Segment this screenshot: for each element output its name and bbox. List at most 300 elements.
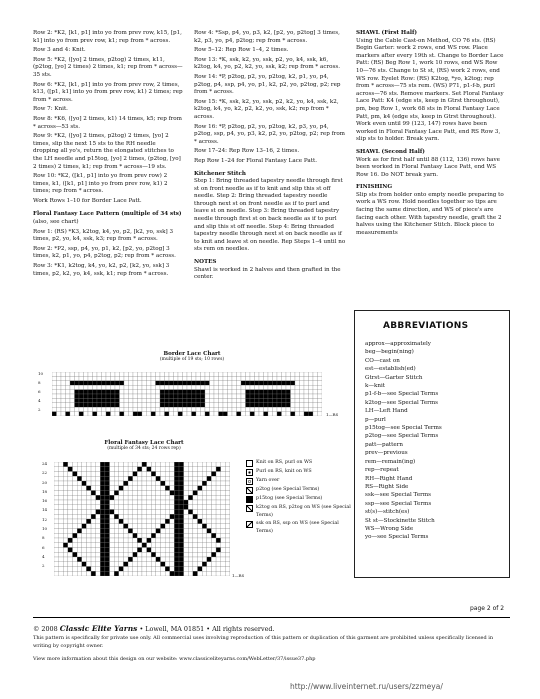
floral-lace-chart bbox=[44, 440, 244, 451]
chart-cell bbox=[160, 381, 165, 385]
chart-cell bbox=[147, 567, 152, 572]
chart-cell bbox=[54, 472, 59, 477]
chart-cell bbox=[246, 381, 251, 385]
chart-cell bbox=[160, 514, 165, 519]
chart-cell bbox=[138, 407, 143, 411]
chart-cell bbox=[123, 472, 128, 477]
chart-cell bbox=[91, 543, 96, 548]
chart-cell bbox=[179, 505, 184, 510]
chart-cell bbox=[184, 481, 189, 486]
chart-cell bbox=[225, 543, 230, 548]
abbreviation-item: rep—repeat bbox=[365, 467, 399, 474]
chart-cell bbox=[277, 390, 282, 394]
chart-cell bbox=[160, 505, 165, 510]
chart-cell bbox=[201, 398, 206, 402]
chart-cell bbox=[216, 462, 221, 467]
chart-cell bbox=[232, 376, 237, 380]
chart-cell bbox=[156, 403, 161, 407]
chart-cell bbox=[268, 407, 273, 411]
chart-cell bbox=[123, 514, 128, 519]
chart-cell bbox=[205, 381, 210, 385]
chart-cell bbox=[77, 500, 82, 505]
chart-cell bbox=[219, 412, 224, 416]
chart-cell bbox=[225, 538, 230, 543]
chart-cell bbox=[198, 495, 203, 500]
chart-cell bbox=[216, 514, 221, 519]
chart-cell bbox=[96, 467, 101, 472]
chart-cell bbox=[142, 567, 147, 572]
chart-cell bbox=[179, 495, 184, 500]
chart-cell bbox=[59, 552, 64, 557]
chart-cell bbox=[202, 543, 207, 548]
chart-cell bbox=[68, 567, 73, 572]
chart-cell bbox=[68, 552, 73, 557]
chart-cell bbox=[151, 505, 156, 510]
chart-cell bbox=[211, 481, 216, 486]
chart-cell bbox=[193, 514, 198, 519]
chart-cell bbox=[114, 548, 119, 553]
chart-cell bbox=[151, 467, 156, 472]
chart-cell bbox=[170, 538, 175, 543]
chart-cell bbox=[198, 472, 203, 477]
chart-cell bbox=[160, 562, 165, 567]
chart-cell bbox=[54, 529, 59, 534]
chart-cell bbox=[110, 486, 115, 491]
chart-cell bbox=[115, 381, 120, 385]
chart-cell bbox=[198, 510, 203, 515]
chart-cell bbox=[179, 562, 184, 567]
chart-cell bbox=[63, 529, 68, 534]
chart-cell bbox=[137, 529, 142, 534]
chart-cell bbox=[156, 548, 161, 553]
chart-cell bbox=[138, 390, 143, 394]
chart-cell bbox=[93, 403, 98, 407]
chart-cell bbox=[273, 385, 278, 389]
chart-cell bbox=[82, 543, 87, 548]
chart-cell bbox=[184, 571, 189, 576]
more-info: View more information about this design on our website: www.classiceliteyarns.com/WebLetter/37/issue37.php bbox=[33, 656, 316, 662]
chart-cell bbox=[59, 467, 64, 472]
chart-cell bbox=[264, 372, 269, 376]
chart-cell bbox=[73, 552, 78, 557]
chart-cell bbox=[119, 481, 124, 486]
chart-cell bbox=[123, 533, 128, 538]
chart-cell bbox=[137, 571, 142, 576]
knit-symbol-icon bbox=[246, 460, 253, 467]
chart-cell bbox=[102, 372, 107, 376]
chart-cell bbox=[59, 495, 64, 500]
border-chart-grid bbox=[52, 372, 322, 416]
chart-cell bbox=[128, 481, 133, 486]
chart-cell bbox=[216, 495, 221, 500]
chart-cell bbox=[142, 486, 147, 491]
chart-cell bbox=[123, 505, 128, 510]
chart-cell bbox=[198, 486, 203, 491]
chart-cell bbox=[129, 412, 134, 416]
chart-cell bbox=[187, 385, 192, 389]
chart-cell bbox=[241, 390, 246, 394]
chart-cell bbox=[115, 372, 120, 376]
chart-cell bbox=[147, 372, 152, 376]
chart-cell bbox=[96, 538, 101, 543]
chart-cell bbox=[183, 385, 188, 389]
chart-cell bbox=[133, 390, 138, 394]
chart-cell bbox=[63, 514, 68, 519]
chart-cell bbox=[165, 514, 170, 519]
chart-cell bbox=[86, 548, 91, 553]
chart-cell bbox=[59, 571, 64, 576]
copyright-line bbox=[33, 625, 510, 634]
chart-cell bbox=[66, 376, 71, 380]
chart-cell bbox=[119, 567, 124, 572]
chart-cell bbox=[216, 486, 221, 491]
chart-cell bbox=[174, 472, 179, 477]
chart-cell bbox=[165, 407, 170, 411]
chart-cell bbox=[110, 533, 115, 538]
notes-text: Shawl is worked in 2 halves and then grafted in the center. bbox=[194, 266, 341, 281]
chart-cell bbox=[156, 571, 161, 576]
chart-cell bbox=[82, 529, 87, 534]
chart-cell bbox=[96, 491, 101, 496]
chart-cell bbox=[160, 495, 165, 500]
chart-cell bbox=[68, 524, 73, 529]
chart-cell bbox=[291, 390, 296, 394]
chart-cell bbox=[246, 390, 251, 394]
chart-cell bbox=[178, 398, 183, 402]
chart-cell bbox=[255, 390, 260, 394]
chart-cell bbox=[114, 571, 119, 576]
chart-cell bbox=[225, 514, 230, 519]
chart-cell bbox=[221, 533, 226, 538]
chart-cell bbox=[77, 495, 82, 500]
chart-cell bbox=[82, 562, 87, 567]
chart-cell bbox=[137, 476, 142, 481]
chart-cell bbox=[210, 385, 215, 389]
chart-cell bbox=[133, 567, 138, 572]
chart-cell bbox=[105, 491, 110, 496]
chart-cell bbox=[70, 381, 75, 385]
chart-cell bbox=[77, 548, 82, 553]
chart-cell bbox=[100, 467, 105, 472]
chart-cell bbox=[221, 557, 226, 562]
chart-cell bbox=[129, 403, 134, 407]
chart-cell bbox=[174, 407, 179, 411]
chart-cell bbox=[84, 376, 89, 380]
chart-cell bbox=[201, 403, 206, 407]
chart-cell bbox=[93, 394, 98, 398]
chart-cell bbox=[106, 381, 111, 385]
chart-cell bbox=[216, 472, 221, 477]
chart-cell bbox=[216, 552, 221, 557]
chart-cell bbox=[106, 376, 111, 380]
brand-logo: Classic Elite Yarns bbox=[59, 624, 138, 633]
chart-cell bbox=[188, 495, 193, 500]
chart-cell bbox=[286, 385, 291, 389]
chart-cell bbox=[277, 394, 282, 398]
chart-cell bbox=[105, 557, 110, 562]
chart-cell bbox=[211, 495, 216, 500]
chart-cell bbox=[123, 476, 128, 481]
chart-cell bbox=[156, 552, 161, 557]
chart-cell bbox=[66, 390, 71, 394]
chart-cell bbox=[84, 412, 89, 416]
chart-cell bbox=[300, 376, 305, 380]
chart-cell bbox=[196, 381, 201, 385]
chart-cell bbox=[193, 529, 198, 534]
chart-cell bbox=[169, 381, 174, 385]
chart-cell bbox=[165, 529, 170, 534]
floral-pattern-heading: Floral Fantasy Lace Pattern (multiple of 34 sts) bbox=[33, 211, 182, 218]
chart-cell bbox=[147, 533, 152, 538]
chart-cell bbox=[119, 519, 124, 524]
chart-cell bbox=[165, 385, 170, 389]
legend-item bbox=[246, 459, 351, 467]
chart-cell bbox=[211, 462, 216, 467]
chart-cell bbox=[216, 538, 221, 543]
chart-cell bbox=[309, 398, 314, 402]
chart-cell bbox=[68, 562, 73, 567]
chart-cell bbox=[188, 562, 193, 567]
chart-cell bbox=[246, 407, 251, 411]
chart-cell bbox=[183, 372, 188, 376]
chart-cell bbox=[201, 385, 206, 389]
chart-cell bbox=[156, 372, 161, 376]
chart-cell bbox=[210, 372, 215, 376]
chart-cell bbox=[198, 491, 203, 496]
chart-cell bbox=[264, 385, 269, 389]
chart-cell bbox=[63, 524, 68, 529]
row-number: 18 bbox=[42, 488, 48, 494]
chart-cell bbox=[100, 476, 105, 481]
chart-cell bbox=[63, 486, 68, 491]
chart-cell bbox=[165, 533, 170, 538]
chart-cell bbox=[246, 412, 251, 416]
chart-cell bbox=[259, 398, 264, 402]
chart-cell bbox=[59, 524, 64, 529]
kitchener-heading: Kitchener Stitch bbox=[194, 170, 246, 177]
chart-cell bbox=[221, 514, 226, 519]
chart-cell bbox=[147, 571, 152, 576]
chart-cell bbox=[137, 557, 142, 562]
chart-cell bbox=[225, 505, 230, 510]
chart-cell bbox=[61, 394, 66, 398]
chart-cell bbox=[250, 385, 255, 389]
chart-cell bbox=[165, 500, 170, 505]
chart-cell bbox=[86, 462, 91, 467]
chart-cell bbox=[63, 495, 68, 500]
chart-cell bbox=[142, 571, 147, 576]
chart-cell bbox=[91, 510, 96, 515]
chart-cell bbox=[174, 557, 179, 562]
chart-cell bbox=[128, 486, 133, 491]
chart-cell bbox=[309, 372, 314, 376]
chart-cell bbox=[300, 385, 305, 389]
chart-cell bbox=[282, 381, 287, 385]
chart-cell bbox=[75, 390, 80, 394]
chart-cell bbox=[259, 372, 264, 376]
chart-cell bbox=[156, 467, 161, 472]
chart-cell bbox=[75, 398, 80, 402]
chart-cell bbox=[225, 519, 230, 524]
chart-cell bbox=[277, 407, 282, 411]
chart-cell bbox=[54, 495, 59, 500]
chart-cell bbox=[184, 495, 189, 500]
chart-cell bbox=[114, 481, 119, 486]
chart-cell bbox=[291, 381, 296, 385]
chart-cell bbox=[188, 552, 193, 557]
chart-cell bbox=[211, 562, 216, 567]
chart-cell bbox=[202, 467, 207, 472]
chart-cell bbox=[93, 407, 98, 411]
row-number: 2 bbox=[42, 563, 45, 569]
chart-cell bbox=[174, 519, 179, 524]
chart-cell bbox=[211, 533, 216, 538]
chart-cell bbox=[225, 533, 230, 538]
border-chart-subtitle: (multiple of 19 sts; 10 rows) bbox=[159, 357, 225, 362]
chart-cell bbox=[110, 491, 115, 496]
chart-cell bbox=[119, 467, 124, 472]
chart-cell bbox=[156, 519, 161, 524]
chart-cell bbox=[57, 372, 62, 376]
chart-cell bbox=[100, 510, 105, 515]
chart-cell bbox=[133, 481, 138, 486]
chart-cell bbox=[179, 510, 184, 515]
chart-cell bbox=[120, 403, 125, 407]
legend-label: p15tog (see Special Terms) bbox=[256, 496, 323, 501]
chart-cell bbox=[170, 491, 175, 496]
chart-cell bbox=[105, 495, 110, 500]
chart-cell bbox=[54, 500, 59, 505]
chart-cell bbox=[119, 552, 124, 557]
chart-cell bbox=[68, 529, 73, 534]
chart-cell bbox=[174, 481, 179, 486]
chart-cell bbox=[105, 524, 110, 529]
chart-cell bbox=[291, 385, 296, 389]
chart-cell bbox=[88, 376, 93, 380]
purl-symbol-icon bbox=[246, 469, 253, 476]
chart-cell bbox=[142, 394, 147, 398]
chart-cell bbox=[106, 372, 111, 376]
chart-cell bbox=[91, 481, 96, 486]
chart-cell bbox=[77, 543, 82, 548]
chart-cell bbox=[225, 462, 230, 467]
chart-cell bbox=[91, 538, 96, 543]
chart-cell bbox=[151, 462, 156, 467]
chart-cell bbox=[147, 394, 152, 398]
chart-cell bbox=[246, 403, 251, 407]
chart-cell bbox=[63, 481, 68, 486]
chart-cell bbox=[114, 476, 119, 481]
chart-cell bbox=[68, 495, 73, 500]
chart-cell bbox=[129, 394, 134, 398]
chart-cell bbox=[187, 390, 192, 394]
abbreviation-item: WS—Wrong Side bbox=[365, 525, 414, 532]
chart-cell bbox=[73, 548, 78, 553]
chart-cell bbox=[198, 519, 203, 524]
chart-cell bbox=[100, 505, 105, 510]
chart-cell bbox=[228, 407, 233, 411]
chart-cell bbox=[59, 529, 64, 534]
chart-cell bbox=[63, 552, 68, 557]
chart-cell bbox=[309, 394, 314, 398]
chart-cell bbox=[137, 519, 142, 524]
row-instruction: Row 1: (RS) *K3, k2tog, k4, yo, p2, [k2, yo, ssk] 3 times, p2, yo, k4, ssk, k3; rep from * across. bbox=[33, 228, 174, 243]
chart-cell bbox=[216, 529, 221, 534]
chart-cell bbox=[264, 381, 269, 385]
chart-cell bbox=[232, 394, 237, 398]
chart-cell bbox=[73, 571, 78, 576]
chart-cell bbox=[61, 390, 66, 394]
chart-cell bbox=[54, 557, 59, 562]
chart-cell bbox=[202, 519, 207, 524]
chart-cell bbox=[170, 476, 175, 481]
chart-cell bbox=[214, 390, 219, 394]
chart-cell bbox=[192, 412, 197, 416]
chart-cell bbox=[165, 557, 170, 562]
chart-cell bbox=[133, 462, 138, 467]
chart-cell bbox=[86, 481, 91, 486]
chart-cell bbox=[119, 505, 124, 510]
chart-cell bbox=[142, 467, 147, 472]
chart-cell bbox=[300, 403, 305, 407]
chart-cell bbox=[207, 529, 212, 534]
chart-cell bbox=[165, 390, 170, 394]
chart-cell bbox=[86, 529, 91, 534]
chart-cell bbox=[196, 372, 201, 376]
chart-cell bbox=[192, 390, 197, 394]
chart-cell bbox=[264, 407, 269, 411]
chart-cell bbox=[63, 505, 68, 510]
chart-cell bbox=[277, 385, 282, 389]
chart-cell bbox=[63, 500, 68, 505]
chart-cell bbox=[188, 486, 193, 491]
chart-cell bbox=[160, 412, 165, 416]
chart-cell bbox=[219, 394, 224, 398]
chart-cell bbox=[221, 529, 226, 534]
chart-cell bbox=[59, 519, 64, 524]
chart-cell bbox=[300, 398, 305, 402]
chart-cell bbox=[174, 381, 179, 385]
chart-cell bbox=[221, 467, 226, 472]
chart-cell bbox=[216, 467, 221, 472]
chart-cell bbox=[232, 372, 237, 376]
row-number: 4 bbox=[38, 398, 41, 403]
chart-cell bbox=[133, 476, 138, 481]
row-instruction: Row 15: *K, ssk, k2, yo, ssk, p2, k2, yo, k4, ssk, k2, k2tog, k4, yo, k2, p2, k2, yo, ssk, k2; rep from * across. bbox=[194, 98, 339, 120]
chart-cell bbox=[198, 552, 203, 557]
chart-cell bbox=[291, 412, 296, 416]
chart-cell bbox=[111, 407, 116, 411]
chart-cell bbox=[188, 514, 193, 519]
chart-cell bbox=[165, 519, 170, 524]
chart-cell bbox=[264, 403, 269, 407]
chart-cell bbox=[73, 514, 78, 519]
chart-cell bbox=[82, 481, 87, 486]
chart-cell bbox=[193, 538, 198, 543]
chart-cell bbox=[110, 571, 115, 576]
chart-cell bbox=[255, 412, 260, 416]
chart-cell bbox=[82, 548, 87, 553]
chart-cell bbox=[110, 562, 115, 567]
chart-cell bbox=[268, 376, 273, 380]
chart-cell bbox=[86, 476, 91, 481]
chart-cell bbox=[318, 385, 323, 389]
chart-cell bbox=[77, 552, 82, 557]
chart-cell bbox=[193, 510, 198, 515]
abbreviation-item: k2tog—see Special Terms bbox=[365, 399, 439, 406]
chart-cell bbox=[68, 486, 73, 491]
chart-cell bbox=[228, 390, 233, 394]
